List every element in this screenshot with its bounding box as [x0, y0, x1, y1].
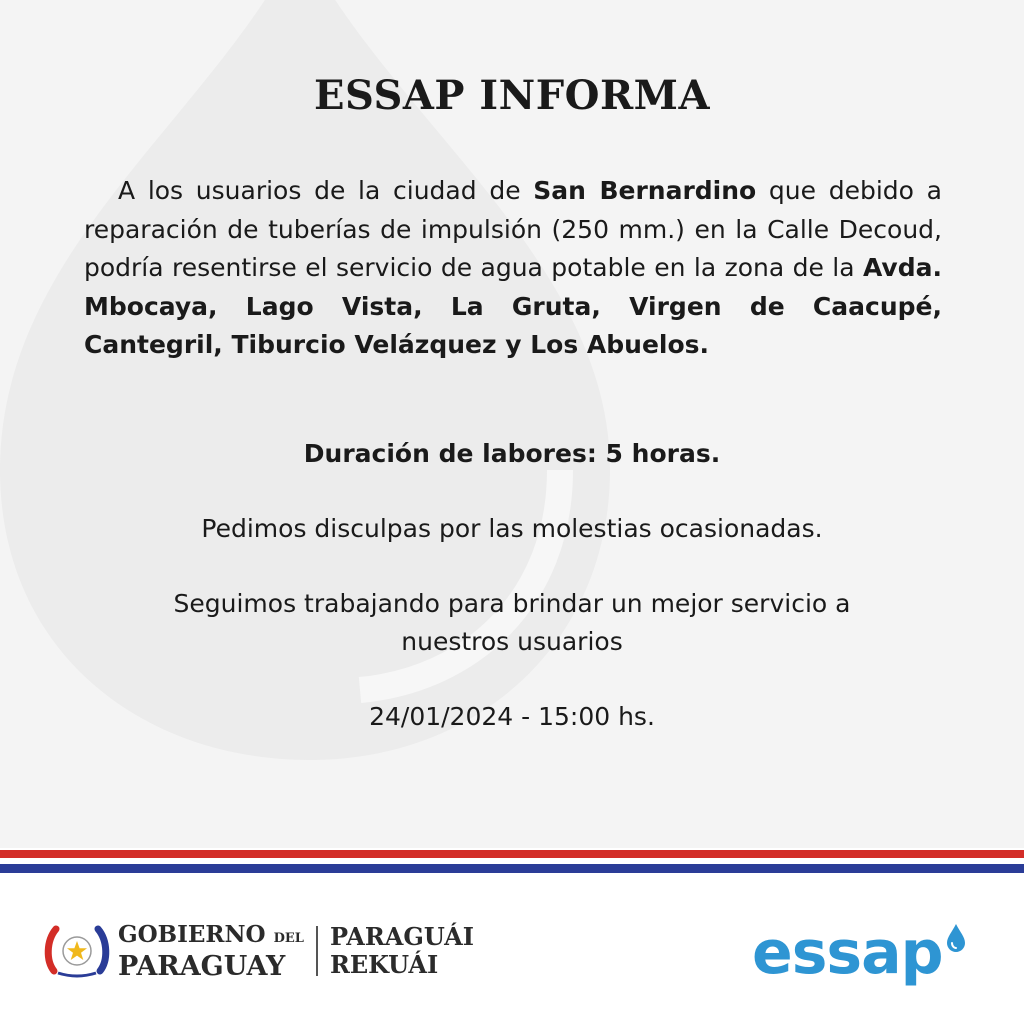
essap-wordmark: essap — [752, 918, 943, 988]
apology-text: Pedimos disculpas por las molestias ocasionadas. — [201, 514, 823, 543]
gov-slogan-line-1: PARAGUÁI — [329, 922, 474, 951]
notice-datetime: 24/01/2024 - 15:00 hs. — [369, 702, 655, 731]
government-logo — [44, 921, 474, 981]
work-duration: Duración de labores: 5 horas. — [303, 439, 721, 468]
gov-line-1: GOBIERNO — [118, 921, 266, 948]
gov-line-2: PARAGUAY — [118, 951, 286, 982]
gov-slogan — [330, 923, 474, 979]
page-title: ESSAP INFORMA — [314, 72, 710, 119]
footer — [0, 873, 1024, 1024]
notice-body: que debido a reparación de tuberías de impulsión (250 mm.) en la Calle Decoud, podría resentirse el servicio de agua potable en la zona de la — [84, 176, 942, 282]
logo-divider — [316, 926, 318, 976]
gov-slogan-line-2: REKUÁI — [329, 950, 439, 979]
affected-zones: Avda. Mbocaya, Lago Vista, La Gruta, Virgen de Caacupé, Cantegril, Tiburcio Velázquez y Los Abuelos. — [84, 253, 942, 359]
paraguay-coat-of-arms-icon — [44, 923, 110, 979]
gov-line-1-small: DEL — [273, 931, 304, 946]
flag-stripe-blue — [0, 864, 1024, 873]
city-name: San Bernardino — [533, 176, 757, 205]
flag-stripe-red — [0, 850, 1024, 858]
essap-logo — [752, 918, 967, 988]
closing-line-1: Seguimos trabajando para brindar un mejor servicio a — [173, 589, 851, 618]
water-drop-icon — [945, 923, 967, 953]
notice-paragraph — [84, 172, 942, 365]
closing-line-2: nuestros usuarios — [401, 627, 623, 656]
closing-text — [70, 585, 954, 661]
notice-intro: A los usuarios de la ciudad de — [118, 176, 534, 205]
